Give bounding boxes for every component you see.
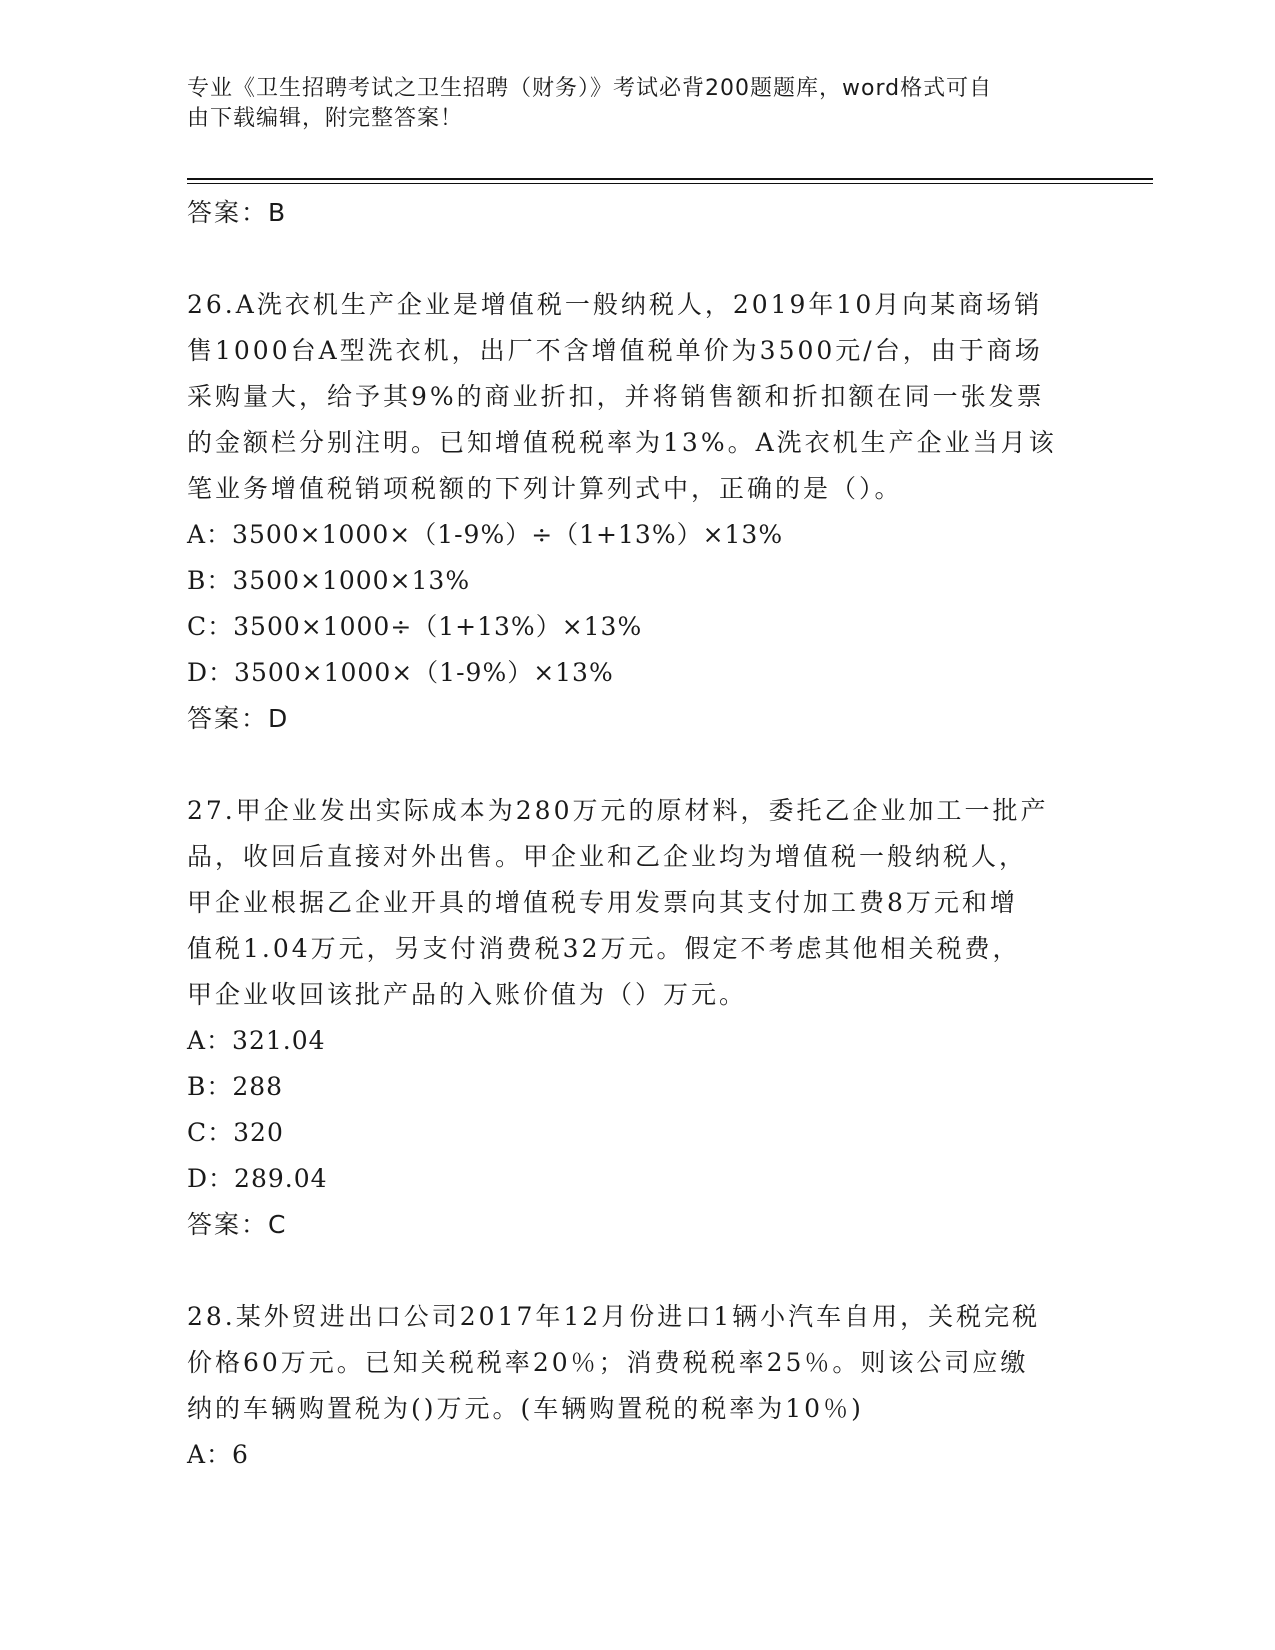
- option-a: A：6: [187, 1440, 249, 1469]
- option-b: B：3500×1000×13%: [187, 566, 471, 595]
- question-text-line: 26.A洗衣机生产企业是增值税一般纳税人，2019年10月向某商场销: [187, 290, 1043, 319]
- answer-label: 答案：D: [187, 704, 290, 733]
- question-text-line: 采购量大，给予其9%的商业折扣，并将销售额和折扣额在同一张发票: [187, 382, 1045, 411]
- question-27: [187, 788, 1087, 1248]
- previous-answer: 答案：B: [187, 198, 288, 227]
- option-a: A：3500×1000×（1-9%）÷（1+13%）×13%: [187, 520, 784, 549]
- header-title-line-1: 专业《卫生招聘考试之卫生招聘（财务）》考试必背200题题库，word格式可自: [187, 76, 993, 101]
- question-text-line: 28.某外贸进出口公司2017年12月份进口1辆小汽车自用，关税完税: [187, 1302, 1041, 1331]
- option-c: C：320: [187, 1118, 284, 1147]
- question-text-line: 价格60万元。已知关税税率20％；消费税税率25％。则该公司应缴: [187, 1348, 1029, 1377]
- question-text-line: 品，收回后直接对外出售。甲企业和乙企业均为增值税一般纳税人，: [187, 842, 1028, 871]
- spacer: [187, 1248, 1087, 1294]
- question-text-line: 27.甲企业发出实际成本为280万元的原材料，委托乙企业加工一批产: [187, 796, 1049, 825]
- option-d: D：3500×1000×（1-9%）×13%: [187, 658, 614, 687]
- header-divider-thick: [187, 178, 1153, 180]
- spacer: [187, 236, 1087, 282]
- answer-label: 答案：C: [187, 1210, 288, 1239]
- option-c: C：3500×1000÷（1+13%）×13%: [187, 612, 643, 641]
- header-title-line-2: 由下载编辑，附完整答案！: [187, 106, 464, 131]
- document-body: [187, 190, 1087, 1478]
- option-d: D：289.04: [187, 1164, 328, 1193]
- question-text-line: 的金额栏分别注明。已知增值税税率为13%。A洗衣机生产企业当月该: [187, 428, 1057, 457]
- question-28: [187, 1294, 1087, 1478]
- option-a: A：321.04: [187, 1026, 326, 1055]
- question-26: [187, 282, 1087, 742]
- question-text-line: 甲企业收回该批产品的入账价值为（）万元。: [187, 980, 748, 1009]
- question-text-line: 笔业务增值税销项税额的下列计算列式中，正确的是（）。: [187, 474, 903, 503]
- question-text-line: 售1000台A型洗衣机，出厂不含增值税单价为3500元/台，由于商场: [187, 336, 1043, 365]
- document-header: [187, 74, 1067, 134]
- header-divider-thin: [187, 183, 1153, 184]
- question-text-line: 值税1.04万元，另支付消费税32万元。假定不考虑其他相关税费，: [187, 934, 1021, 963]
- question-text-line: 纳的车辆购置税为()万元。(车辆购置税的税率为10％): [187, 1394, 864, 1423]
- option-b: B：288: [187, 1072, 284, 1101]
- spacer: [187, 742, 1087, 788]
- question-text-line: 甲企业根据乙企业开具的增值税专用发票向其支付加工费8万元和增: [187, 888, 1018, 917]
